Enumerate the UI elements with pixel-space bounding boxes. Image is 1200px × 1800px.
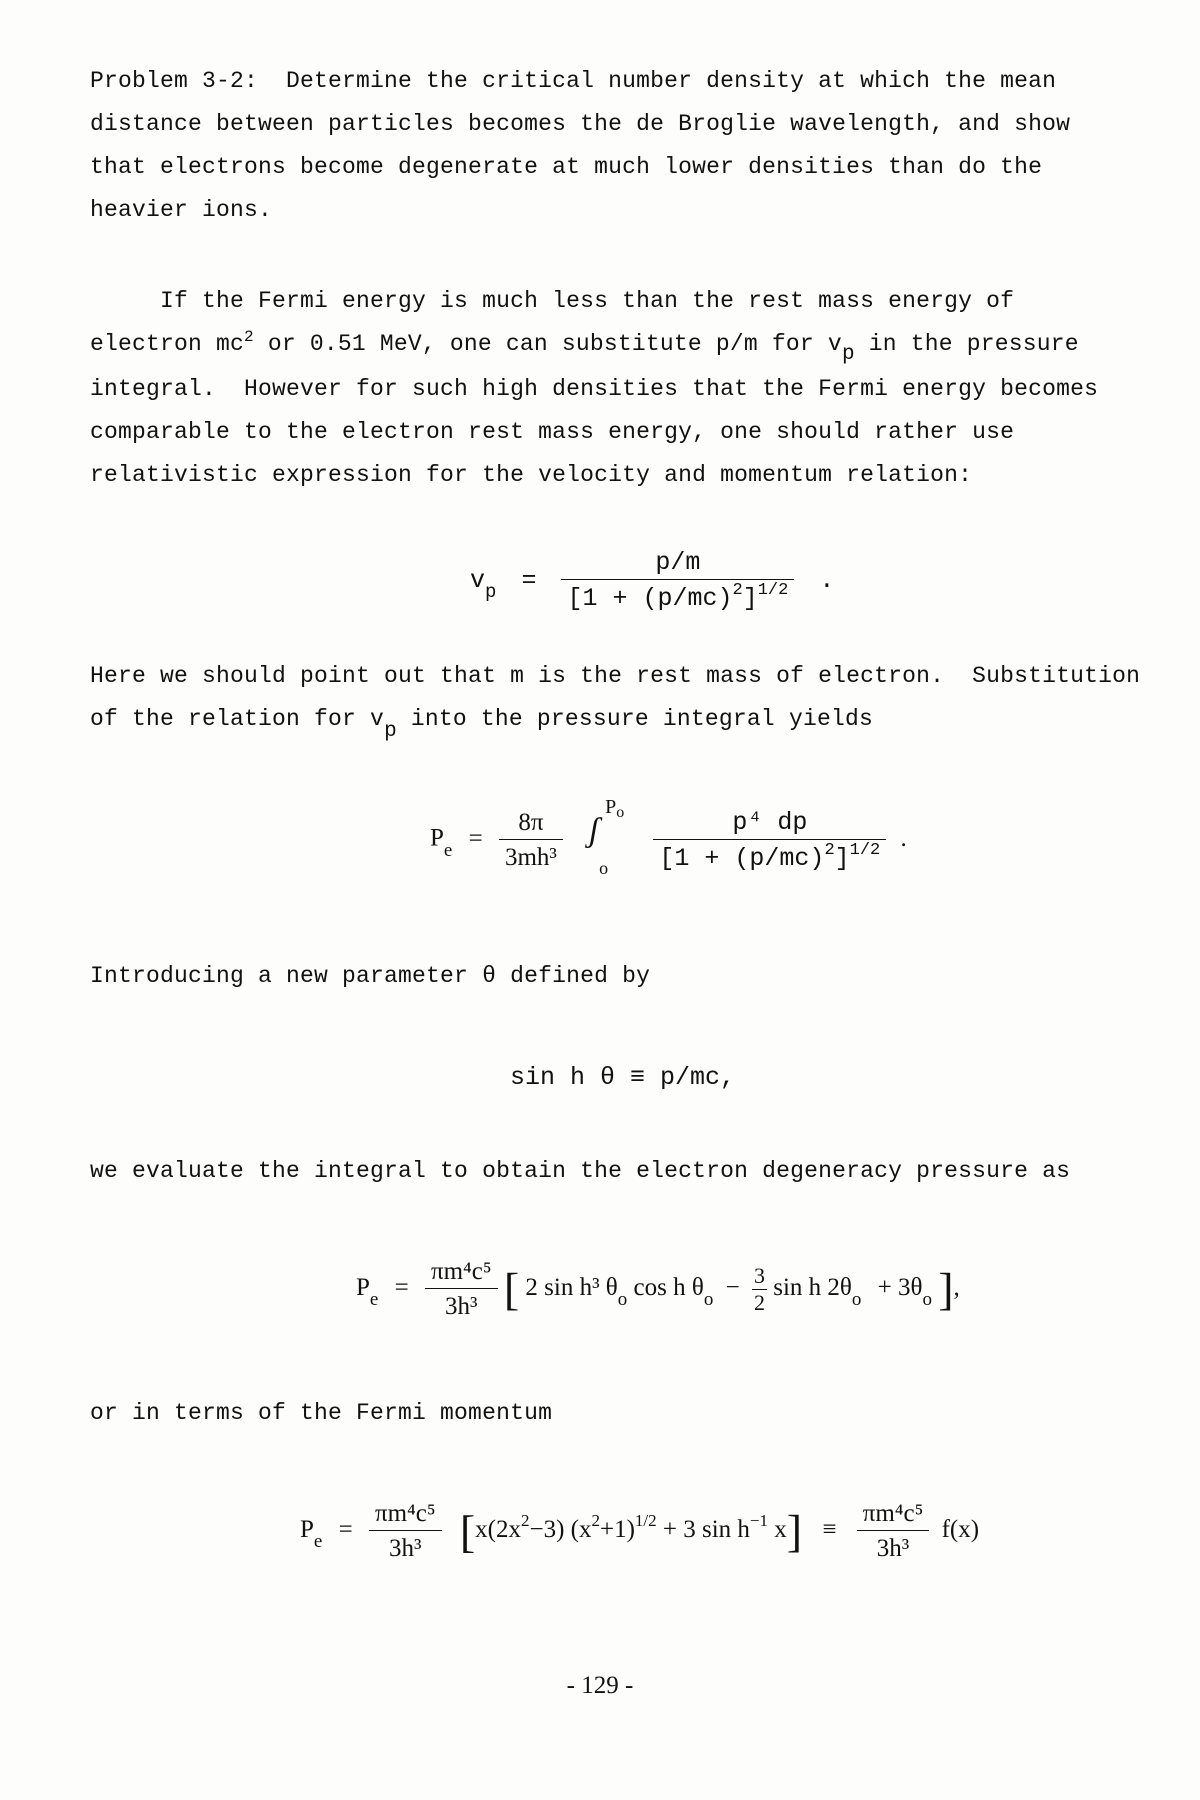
problem-line-1: Problem 3-2: Determine the critical number density at which the mean <box>90 68 1057 94</box>
paragraph-line: If the Fermi energy is much less than the rest mass energy of <box>90 288 1015 314</box>
right-bracket: ] <box>938 1263 954 1315</box>
paragraph-line: we evaluate the integral to obtain the electron degeneracy pressure as <box>90 1158 1071 1184</box>
paragraph-substitution <box>90 655 1150 742</box>
coefficient-fraction: $\frac{\text{πm⁴c⁵}}{\text{3h³}}$ <box>369 1500 442 1563</box>
paragraph-line: Here we should point out that m is the rest mass of electron. Substitution <box>90 663 1141 689</box>
paragraph-fermi-momentum <box>90 1392 1150 1435</box>
coefficient-fraction: $\frac{\text{πm⁴c⁵}}{\text{3h³}}$ <box>425 1258 498 1321</box>
problem-line-3: that electrons become degenerate at much lower densities than do the <box>90 154 1043 180</box>
paragraph-parameter <box>90 955 1150 998</box>
equation-pressure-theta: $P_e$ = $\frac{\text{πm⁴c⁵}}{\text{3h³}}$ [ 2 sin h³ $\theta_o$ cos h $\theta_o$ − $\frac{3}{2}$ sin h $2\theta_o + 3\theta_o$ ], <box>356 1258 960 1320</box>
paragraph-line: relativistic expression for the velocity and momentum relation: <box>90 462 973 488</box>
problem-line-4: heavier ions. <box>90 197 273 223</box>
paragraph-line: or in terms of the Fermi momentum <box>90 1400 553 1426</box>
equation-velocity-momentum: $v_p$ = $\frac{p/m}{[1 + (p/mc)^2]^{1/2}}$ . <box>470 548 835 613</box>
equation-pressure-fermi-momentum: $P_e$ = $\frac{\text{πm⁴c⁵}}{\text{3h³}}$ [$x(2x^2-3) (x^2+1)^{1/2} + 3$ $\sin h^{-1}$ x] ≡ $\frac{\text{πm⁴c⁵}}{\text{3h³}}$ f(x) <box>300 1500 980 1562</box>
integral-sign: ʃ $P_o$ o <box>589 796 625 878</box>
paragraph-line: electron $mc^2$ or 0.51 MeV, one can substitute p/m for vp in the pressure <box>90 328 1079 366</box>
equation-sinh-definition: sin h θ ≡ p/mc, <box>510 1063 736 1092</box>
left-bracket: [ <box>459 1505 476 1557</box>
integrand-fraction: $\frac{\text{p⁴ dp}}{[1 + (p/mc)^2]^{1/2}}$ <box>653 808 886 873</box>
right-bracket: ] <box>786 1505 803 1557</box>
three-halves-fraction: $\frac{3}{2}$ <box>753 1263 765 1315</box>
paragraph-line: Introducing a new parameter θ defined by <box>90 963 651 989</box>
problem-line-2: distance between particles becomes the de Broglie wavelength, and show <box>90 111 1071 137</box>
equation-pressure-integral: $P_e$ = $\frac{8\pi}{\text{3mh³}}$ ʃ $P_o$ o $\frac{\text{p⁴ dp}}{[1 + (p/mc)^2]^{1/2}}$ . <box>430 796 907 878</box>
paragraph-line: comparable to the electron rest mass energy, one should rather use <box>90 419 1015 445</box>
paragraph-evaluate <box>90 1150 1150 1193</box>
paragraph-line: integral. However for such high densities that the Fermi energy becomes <box>90 376 1099 402</box>
paragraph-line: of the relation for vp into the pressure integral yields <box>90 706 873 743</box>
problem-statement <box>90 60 1150 232</box>
coefficient-fraction: $\frac{8\pi}{\text{3mh³}}$ <box>499 809 563 872</box>
paragraph-fermi-energy <box>90 280 1150 497</box>
rhs-coefficient-fraction: $\frac{\text{πm⁴c⁵}}{\text{3h³}}$ <box>857 1500 930 1563</box>
velocity-fraction: $\frac{p/m}{[1 + (p/mc)^2]^{1/2}}$ <box>561 548 794 613</box>
page-number: - 129 - <box>566 1672 634 1699</box>
left-bracket: [ <box>503 1263 520 1315</box>
